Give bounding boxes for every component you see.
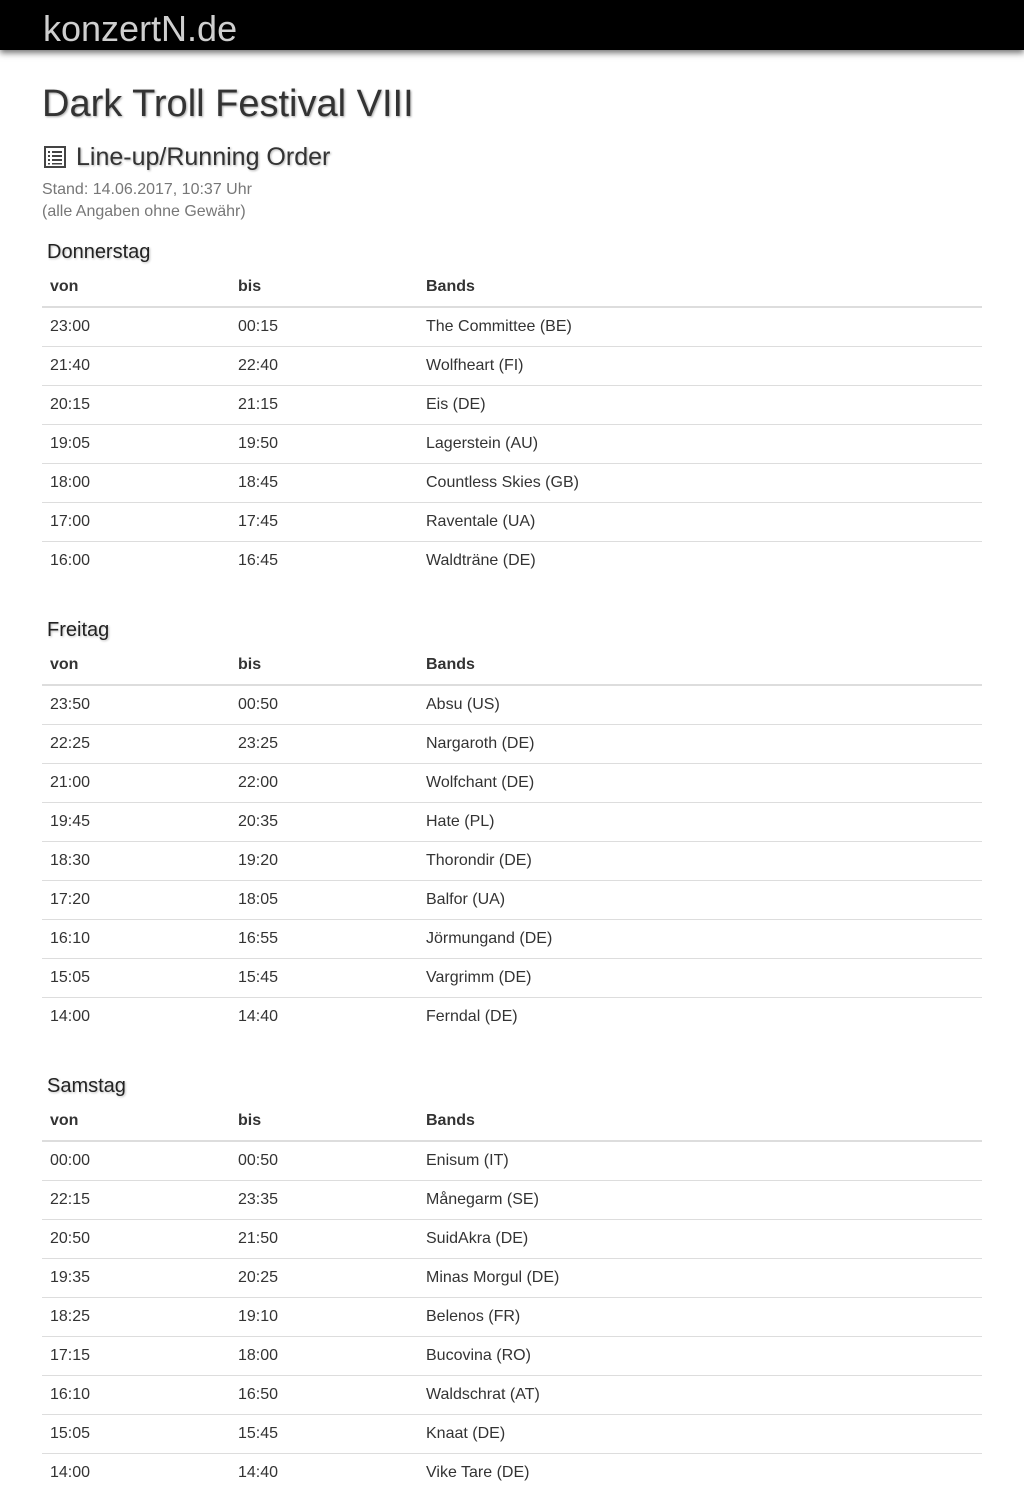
cell-bis: 14:40 [230, 998, 418, 1037]
table-row [42, 1376, 982, 1415]
column-header-bis: bis [230, 268, 418, 307]
table-row [42, 920, 982, 959]
cell-bis: 14:40 [230, 1454, 418, 1493]
table-row [42, 1454, 982, 1493]
cell-von: 15:05 [42, 1415, 230, 1454]
cell-band: Raventale (UA) [418, 503, 982, 542]
cell-von: 21:00 [42, 764, 230, 803]
table-row [42, 347, 982, 386]
cell-bis: 21:50 [230, 1220, 418, 1259]
main-content [42, 80, 982, 1492]
table-row [42, 503, 982, 542]
cell-band: Eis (DE) [418, 386, 982, 425]
navbar [0, 0, 1024, 50]
cell-bis: 15:45 [230, 1415, 418, 1454]
table-row [42, 764, 982, 803]
day-title: Samstag [47, 1075, 126, 1097]
stand-timestamp: Stand: 14.06.2017, 10:37 Uhr [42, 181, 252, 198]
column-header-bis: bis [230, 1102, 418, 1141]
cell-bis: 18:00 [230, 1337, 418, 1376]
cell-band: Vike Tare (DE) [418, 1454, 982, 1493]
cell-von: 23:00 [50, 318, 91, 335]
table-row [42, 803, 982, 842]
cell-band: Belenos (FR) [418, 1298, 982, 1337]
cell-bis: 20:25 [230, 1259, 418, 1298]
column-header-bands: Bands [418, 1102, 982, 1141]
cell-bis: 19:10 [230, 1298, 418, 1337]
cell-von: 18:25 [42, 1298, 230, 1337]
cell-von: 23:50 [50, 696, 91, 713]
cell-bis: 00:50 [238, 1152, 279, 1169]
day-title: Freitag [47, 619, 110, 641]
cell-band: Ferndal (DE) [418, 998, 982, 1037]
column-header-von: von [42, 268, 230, 307]
day-section-freitag [42, 617, 982, 1036]
page-title: Dark Troll Festival VIII [42, 83, 414, 125]
table-row [42, 1220, 982, 1259]
table-row [42, 542, 982, 581]
cell-band: Knaat (DE) [418, 1415, 982, 1454]
running-order-table [42, 1102, 982, 1492]
cell-von: 20:15 [42, 386, 230, 425]
cell-von: 19:05 [42, 425, 230, 464]
running-order-table [42, 268, 982, 580]
table-row [42, 1298, 982, 1337]
table-row [42, 998, 982, 1037]
cell-band: Balfor (UA) [418, 881, 982, 920]
table-row [42, 1141, 982, 1181]
table-header-row [42, 1102, 982, 1141]
cell-bis: 22:40 [230, 347, 418, 386]
cell-band: Månegarm (SE) [418, 1181, 982, 1220]
cell-bis: 21:15 [230, 386, 418, 425]
list-icon [44, 146, 66, 168]
table-row [42, 1259, 982, 1298]
table-row [42, 725, 982, 764]
cell-von: 17:15 [42, 1337, 230, 1376]
cell-von: 16:00 [42, 542, 230, 581]
running-order-table [42, 646, 982, 1036]
table-row [42, 425, 982, 464]
cell-von: 18:00 [42, 464, 230, 503]
cell-band: SuidAkra (DE) [418, 1220, 982, 1259]
cell-bis: 00:50 [238, 696, 279, 713]
column-header-bands: Bands [418, 646, 982, 685]
cell-bis: 16:45 [230, 542, 418, 581]
cell-band: Bucovina (RO) [418, 1337, 982, 1376]
disclaimer: (alle Angaben ohne Gewähr) [42, 203, 246, 220]
cell-von: 19:45 [42, 803, 230, 842]
cell-band: Wolfchant (DE) [418, 764, 982, 803]
cell-bis: 17:45 [230, 503, 418, 542]
cell-von: 18:30 [42, 842, 230, 881]
cell-band: Jörmungand (DE) [418, 920, 982, 959]
table-header-row [42, 268, 982, 307]
day-section-samstag [42, 1073, 982, 1492]
cell-von: 16:10 [42, 920, 230, 959]
meta-info [42, 179, 982, 223]
table-row [42, 842, 982, 881]
cell-band: Minas Morgul (DE) [418, 1259, 982, 1298]
cell-bis: 23:35 [230, 1181, 418, 1220]
cell-bis: 22:00 [230, 764, 418, 803]
cell-bis: 18:45 [230, 464, 418, 503]
table-row [42, 881, 982, 920]
cell-band: Thorondir (DE) [418, 842, 982, 881]
cell-band: Nargaroth (DE) [418, 725, 982, 764]
brand-link[interactable]: konzertN.de [43, 8, 238, 49]
cell-von: 22:25 [42, 725, 230, 764]
cell-von: 14:00 [42, 998, 230, 1037]
column-header-bis: bis [230, 646, 418, 685]
cell-band: Enisum (IT) [426, 1152, 509, 1169]
table-row [42, 959, 982, 998]
cell-bis: 19:50 [230, 425, 418, 464]
day-section-donnerstag [42, 239, 982, 580]
table-row [42, 685, 982, 725]
cell-band: Waldträne (DE) [418, 542, 982, 581]
cell-von: 17:00 [42, 503, 230, 542]
cell-band: Waldschrat (AT) [418, 1376, 982, 1415]
days-list [42, 239, 982, 1492]
cell-von: 17:20 [42, 881, 230, 920]
cell-von: 16:10 [42, 1376, 230, 1415]
cell-bis: 15:45 [230, 959, 418, 998]
cell-band: Hate (PL) [418, 803, 982, 842]
cell-von: 00:00 [50, 1152, 91, 1169]
table-row [42, 1337, 982, 1376]
cell-von: 20:50 [42, 1220, 230, 1259]
cell-bis: 16:50 [230, 1376, 418, 1415]
page-subtitle: Line-up/Running Order [76, 143, 331, 171]
table-row [42, 1181, 982, 1220]
cell-band: Lagerstein (AU) [418, 425, 982, 464]
cell-band: The Committee (BE) [426, 318, 572, 335]
cell-bis: 00:15 [238, 318, 279, 335]
cell-bis: 18:05 [230, 881, 418, 920]
cell-band: Absu (US) [426, 696, 500, 713]
cell-bis: 19:20 [230, 842, 418, 881]
column-header-von: von [42, 1102, 230, 1141]
cell-bis: 16:55 [230, 920, 418, 959]
table-row [42, 1415, 982, 1454]
cell-band: Countless Skies (GB) [418, 464, 982, 503]
cell-von: 15:05 [42, 959, 230, 998]
table-row [42, 464, 982, 503]
column-header-bands: Bands [418, 268, 982, 307]
day-title: Donnerstag [47, 241, 151, 263]
table-header-row [42, 646, 982, 685]
table-row [42, 307, 982, 347]
cell-band: Vargrimm (DE) [418, 959, 982, 998]
cell-band: Wolfheart (FI) [418, 347, 982, 386]
table-row [42, 386, 982, 425]
cell-von: 22:15 [42, 1181, 230, 1220]
cell-von: 21:40 [42, 347, 230, 386]
cell-von: 14:00 [42, 1454, 230, 1493]
cell-bis: 23:25 [230, 725, 418, 764]
cell-von: 19:35 [42, 1259, 230, 1298]
subtitle-row [42, 139, 982, 175]
column-header-von: von [42, 646, 230, 685]
cell-bis: 20:35 [230, 803, 418, 842]
